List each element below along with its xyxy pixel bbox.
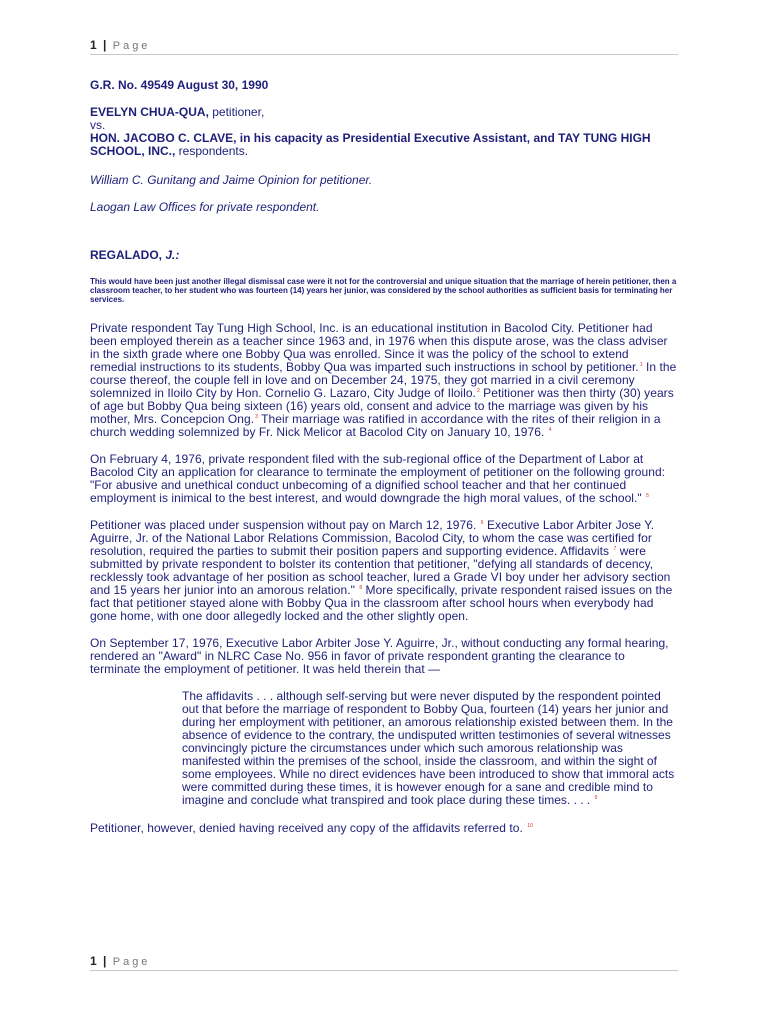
p1-text-1: Private respondent Tay Tung High School, Inc. is an educational institution in Bacolod City. Petitioner had been employed therein as a teacher since 1963 and, in 1976 when this dispute arose, was the class adviser in the sixth grade where one Bobby Qua was enrolled. Since it was the policy of the school to extend remedial instructions to its students, Bobby Qua was imparted such instructions in school by petitioner.: [90, 321, 668, 374]
ponente-suffix: J.:: [162, 248, 180, 262]
petitioner-name: EVELYN CHUA-QUA,: [90, 105, 209, 119]
versus: vs.: [90, 118, 106, 132]
paragraph-4: [90, 637, 678, 676]
counsel-respondent: Laogan Law Offices for private respondent.: [90, 200, 320, 214]
header-rule: [90, 54, 678, 55]
footnote-marker[interactable]: 6: [480, 520, 484, 526]
footnote-marker[interactable]: 3: [255, 414, 258, 420]
p5-text-1: Petitioner, however, denied having received any copy of the affidavits referred to.: [90, 821, 523, 835]
p1-text-3: Petitioner was then thirty (30) years of age but Bobby Qua being sixteen (16) years old, consent and advice to the marriage was given by his mother, Mrs. Concepcion Ong.: [90, 386, 674, 426]
page-label: Page: [112, 40, 151, 52]
footnote-marker[interactable]: 10: [527, 823, 533, 829]
page-label: Page: [112, 956, 151, 968]
ponente: [90, 249, 678, 262]
paragraph-3: [90, 519, 678, 623]
p3-text-2: Executive Labor Arbiter Jose Y. Aguirre, Jr. of the National Labor Relations Commission, Bacolod City, to whom the case was certified for resolution, required the parties to submit their position papers and supporting evidence. Affidavits: [90, 518, 655, 558]
p4-text-1: On September 17, 1976, Executive Labor Arbiter Jose Y. Aguirre, Jr., without conducting any formal hearing, rendered an "Award" in NLRC Case No. 956 in favor of private respondent granting the clearance to terminate the employment of petitioner. It was held therein that —: [90, 636, 669, 676]
ponente-name: REGALADO,: [90, 248, 162, 262]
footer-rule: [90, 970, 678, 971]
block-quote: [182, 690, 678, 807]
paragraph-5: [90, 822, 678, 835]
footnote-marker[interactable]: 2: [476, 388, 480, 394]
p3-text-1: Petitioner was placed under suspension without pay on March 12, 1976.: [90, 518, 477, 532]
counsel-petitioner: William C. Gunitang and Jaime Opinion for petitioner.: [90, 173, 373, 187]
paragraph-2: [90, 453, 678, 505]
respondents-name: HON. JACOBO C. CLAVE, in his capacity as Presidential Executive Assistant, and TAY TUNG HIGH SCHOOL, INC.,: [90, 131, 651, 158]
page-number: 1: [90, 38, 97, 52]
petitioner-role: petitioner,: [208, 105, 265, 119]
page-header: [90, 38, 678, 52]
paragraph-1: [90, 322, 678, 439]
p1-text-4: Their marriage was ratified in accordance with the rites of their religion in a church wedding solemnized by Fr. Nick Melicor at Bacolod City on January 10, 1976.: [90, 412, 661, 439]
p2-text-1: On February 4, 1976, private respondent filed with the sub-regional office of the Department of Labor at Bacolod City an application for clearance to terminate the employment of petitioner on the following ground: "For abusive and unethical conduct unbecoming of a dignified school teacher and that her continued employment is inimical to the best interest, and would downgrade the high moral values, of the school.": [90, 452, 666, 505]
p3-text-3: were submitted by private respondent to bolster its contention that petitioner, "defying all standards of decency, recklessly took advantage of her position as school teacher, lured a Grade VI boy under her advisory section and 15 years her junior into an amorous relation.": [90, 544, 671, 597]
footnote-marker[interactable]: 5: [646, 493, 649, 499]
page-separator: |: [103, 954, 107, 968]
footnote-marker[interactable]: 9: [594, 795, 598, 801]
footnote-marker[interactable]: 4: [548, 427, 552, 433]
p1-text-2: In the course thereof, the couple fell in love and on December 24, 1975, they got married in a civil ceremony solemnized in Iloilo City by Hon. Cornelio G. Lazaro, City Judge of Iloilo.: [90, 360, 677, 400]
footnote-marker[interactable]: 7: [613, 546, 617, 552]
page-number: 1: [90, 954, 97, 968]
case-number-date: G.R. No. 49549 August 30, 1990: [90, 78, 269, 92]
quote-text: The affidavits . . . although self-serving but were never disputed by the respondent pointed out that before the marriage of respondent to Bobby Qua, fourteen (14) years her junior and during her employment with petitioner, an amorous relationship existed between them. In the absence of evidence to the contrary, the undisputed written testimonies of several witnesses convincingly picture the circumstances under which such amorous relationship was manifested within the premises of the school, inside the classroom, and within the sight of some employees. While no direct evidences have been introduced to show that immoral acts were committed during these times, it is however enough for a sane and credible mind to imagine and conclude what transpired and took place during these times. . . .: [182, 689, 675, 807]
respondents-role: respondents.: [175, 144, 249, 158]
syllabus-summary: This would have been just another illegal dismissal case were it not for the controversial and unique situation that the marriage of herein petitioner, then a classroom teacher, to her student who was fourteen (14) years her junior, was considered by the school authorities as sufficient basis for terminating her services.: [90, 277, 677, 304]
page-footer: [90, 954, 678, 968]
document-body: [90, 79, 678, 849]
case-parties: [90, 106, 678, 158]
footnote-marker[interactable]: 1: [639, 362, 643, 368]
page-separator: |: [103, 38, 107, 52]
footnote-marker[interactable]: 8: [359, 585, 363, 591]
p3-text-4: More specifically, private respondent raised issues on the fact that petitioner stayed alone with Bobby Qua in the classroom after school hours when everybody had gone home, with one door allegedly locked and the other slightly open.: [90, 583, 673, 623]
